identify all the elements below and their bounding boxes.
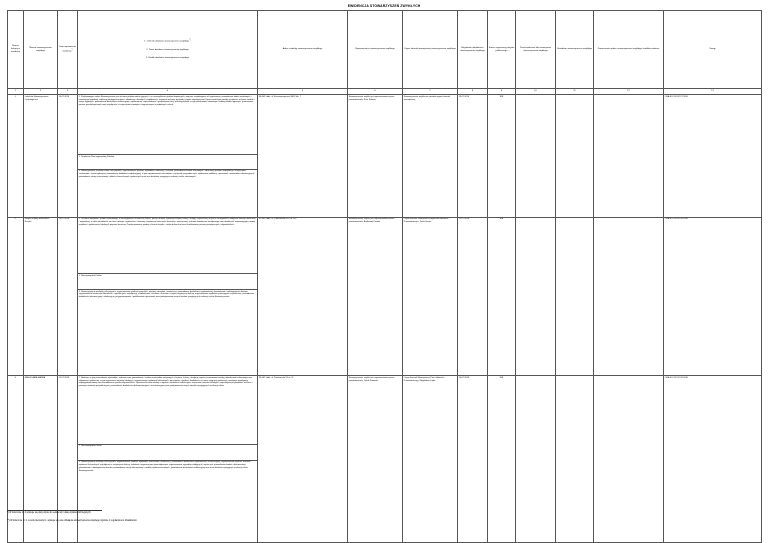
footnote-divider <box>7 510 102 511</box>
col-num: 6 <box>348 89 403 95</box>
header-number: Numer kolejny w ewidencji <box>8 11 24 89</box>
entry-notes: OSA-SO.VII.512.29.2016 <box>664 376 762 543</box>
header-suspension: Zawieszenie wobec stowarzyszenia zwykłego środków nadzoru <box>594 11 664 89</box>
col-num: 4 <box>78 89 258 95</box>
purpose-means: 3. Stowarzyszenie realizuje cele poprzez: organizowanie spotkań, wykładów, warsztatów i konferencji, prowadzenie działalności wydawniczej i informacyjnej, organizowanie wystaw, festiwali i wydarzeń kulturalnych, współpracę z instytucjami kultury, szkołami i organizacjami pozarządowymi, organizowanie wyjazdów studyjnych i wycieczek, prowadzenie badań i dokumentacji, gromadzenie i udostępnianie zbiorów, prowadzenie strony internetowej i mediów społecznościowych, prowadzenie działalności edukacyjnej oraz inne działania sprzyjające realizacji celów Stowarzyszenia. <box>78 460 257 542</box>
header-transformation: Przekształcenie lub rozwiązanie stowarzyszenia zwykłego <box>516 11 556 89</box>
entry-address: 94-402 Łódź, ul. Kosmonautyczna 30/32 lok. 7 <box>258 95 348 218</box>
col-num: 1 <box>8 89 24 95</box>
header-address: Adres siedziby stowarzyszenia zwykłego <box>258 11 348 89</box>
col-num: 9 <box>488 89 516 95</box>
entry-address: 91-462 Łódź, ul. Piotrkowska 8/12 m. 110 <box>258 217 348 376</box>
header-purpose: 1. Cel/cele działania stowarzyszenia zwykłego**) 2. Teren działania stowarzyszenia zwykłego 3. Środki działania stowarzyszenia zwykłego <box>78 11 258 89</box>
col-num: 3 <box>58 89 78 95</box>
entry-opp: NIE <box>488 376 516 543</box>
header-rules: Regulamin działalności stowarzyszenia zwykłego <box>458 11 488 89</box>
entry-representation: Stowarzyszenie zwykłe jest reprezentowane przez przedstawiciela: Piotr Sobierz <box>348 95 403 218</box>
entry-rules: 13.07.2016 <box>458 95 488 218</box>
entry-control: Stowarzyszenie zwykłe nie posiada organu kontroli wewnętrznej <box>403 95 458 218</box>
purpose-goals: 1. Ochrona zabytków i spadku kulturowego, w szczególności w zakresie książki, prasy i druków, upowszechnianie kultury i tradycji czytelniczej, w tym w szczególności zabytków kultury mazurskiej i regionalnej, a także działalność na rzecz rozwoju czytelnictwa i literatury, wspieranie twórczości literackiej i artystycznej, ochrona dziedzictwa narodowego oraz działalność wspomagająca rozwój wspólnot i społeczności lokalnych poprzez literaturę. Popularyzowanie wiedzy o historii książki i sztuki drukarskiej oraz kształtowanie postaw patriotycznych i obywatelskich. <box>78 218 256 226</box>
entry-control: Organ Kontroli Wewnętrznej: Piotr Jabłoński – Przewodniczący, Magdalena Lipka <box>403 376 458 543</box>
col-num: 11 <box>556 89 594 95</box>
purpose-means: 3. Stowarzyszenie realizuje cele poprzez: organizowanie spotkań autorskich, wystaw, odczytów i konferencji, prowadzenie działalności wydawniczej, gromadzenie i udostępnianie zbiorów, organizowanie konkursów literackich i czytelniczych, współpracę z bibliotekami, szkołami, muzeami i innymi instytucjami kultury, organizowanie wydarzeń promujących czytelnictwo, prowadzenie działalności informacyjnej i edukacyjnej, przygotowywanie i publikowanie opracowań oraz podejmowanie innych działań sprzyjających realizacji celów Stowarzyszenia. <box>78 289 257 375</box>
entry-liquidator <box>556 217 594 376</box>
entry-liquidator <box>556 95 594 218</box>
entry-number: 3. <box>8 376 24 543</box>
header-control: Organ kontroli wewnętrznej stowarzyszenia zwykłego <box>403 11 458 89</box>
purpose-goals: 1. Badanie, w tym prowadzenie wywiadów i zebranie oraz gromadzenie i analiza materiałów związanych z historią, kulturą i tradycją regionu, promowanie wiedzy, dziedzictwa kulturowego oraz aktywności społecznej, w tym wspieranie inicjatyw lokalnych, organizowanie wydarzeń kulturalnych, warsztatów i spotkań, działalność na rzecz integracji społecznej, rozwijanie współpracy międzypokoleniowej oraz kształtowanie postaw obywatelskich. Upowszechnianie wiedzy o regionie, działalność edukacyjna, wspieranie twórców lokalnych i popularyzacja rękodzieła, ochrona i promocja walorów przyrodniczych, prowadzenie działalności dokumentacyjnej i archiwizacyjnej oraz podejmowanie innych działań sprzyjających realizacji celów. <box>78 376 253 388</box>
entry-rules: 14.07.2016 <box>458 376 488 543</box>
purpose-means: 3. Stowarzyszenie realizuje swoje cele poprzez: organizowanie spotkań, wykładów, konferencji i szkoleń, prowadzenie badań terenowych i obserwacji ptaków, współpracę z instytucjami naukowymi i samorządowymi, prowadzenie działalności edukacyjnej, w tym organizowanie warsztatów i wycieczek przyrodniczych, wydawanie publikacji, opracowań i materiałów informacyjnych, prowadzenie strony internetowej, udział w konsultacjach społecznych oraz inne działania sprzyjające realizacji celów statutowych. <box>78 169 257 217</box>
entry-notes: OSA-SO.VII.512.27.2016 <box>664 95 762 218</box>
table-row <box>8 217 762 376</box>
entry-name: Lubelskie Stowarzyszenie Ornitologiczne <box>24 95 58 218</box>
entry-transformation <box>516 217 556 376</box>
entry-opp: NIE <box>488 217 516 376</box>
table-row <box>8 376 762 543</box>
purpose-area: 2. Rzeczpospolita Polska <box>78 273 257 289</box>
entry-date: 21.07.2016 <box>58 376 78 543</box>
entry-number: 2. <box>8 217 24 376</box>
entry-control: Organ Kontroli Wewnętrznej: Agnieszka Antoniak – Przewodnicząca, Daria Seniec <box>403 217 458 376</box>
footnote-2: **) W kolumnie nr 4, w polu pierwszym, wpisuje się cele działania stowarzyszenia zwykłego zgodnie z regulaminem działalności. <box>7 520 138 522</box>
entry-transformation <box>516 95 556 218</box>
entry-representation: Stowarzyszenie zwykłe jest reprezentowane przez przedstawiciela: Bartłomiej Pawlak <box>348 217 403 376</box>
entry-name: Instytut Kultury Mazurskich Książki <box>24 217 58 376</box>
entry-notes: OSA-SO.VII.512.28.2016 <box>664 217 762 376</box>
entry-number: 1. <box>8 95 24 218</box>
col-num: 10 <box>516 89 556 95</box>
footnote-1: *) W kolumnie nr 4 wpisuje się daty wpisu do ewidencji i datę wpisów późniejszych. <box>7 512 92 514</box>
col-num: 7 <box>403 89 458 95</box>
entry-suspension <box>594 376 664 543</box>
header-representation: Reprezentacja stowarzyszenia zwykłego <box>348 11 403 89</box>
entry-opp: NIE <box>488 95 516 218</box>
col-num: 5 <box>258 89 348 95</box>
entry-purpose <box>78 95 258 218</box>
purpose-goals: 1. Podstawowym celem Stowarzyszenia jest ochrona ptaków wolno żyjących, a w szczególności ptaków drapieżnych, poprzez: zapobieganie ich wymieraniu, prowadzenie badań naukowych i monitoringu populacji, edukację ekologiczną dzieci, młodzieży i dorosłych, współpracę z organami ochrony przyrody i innymi organizacjami. Upowszechnianie wiedzy o ptakach, ochrona siedlisk i miejsc lęgowych, prowadzenie działalności edukacyjnej i wydawniczej, organizowanie i prowadzenie akcji ochrony ptaków, w tym dokarmiania zimowego i budowy budek lęgowych, promowanie postaw proekologicznych oraz współpraca z instytucjami krajowymi i zagranicznymi o podobnych celach. <box>78 95 255 107</box>
entry-date: 19.07.2016 <box>58 217 78 376</box>
header-row <box>8 11 762 89</box>
col-num: 8 <box>458 89 488 95</box>
entry-transformation <box>516 376 556 543</box>
purpose-area: 2. Rzeczpospolita Polska <box>78 444 257 460</box>
header-notes: Uwagi <box>664 11 762 89</box>
header-opp: Status organizacji pożytku publicznego <box>488 11 516 89</box>
header-name: Nazwa stowarzyszenia zwykłego <box>24 11 58 89</box>
purpose-area: 2. Terytorium Rzeczypospolitej Polskiej. <box>78 154 257 168</box>
entry-representation: Stowarzyszenie zwykłe jest reprezentowane przez przedstawiciela: Jakub Kotowski <box>348 376 403 543</box>
col-num: 12 <box>594 89 664 95</box>
entry-liquidator <box>556 376 594 543</box>
entry-suspension <box>594 95 664 218</box>
table-row <box>8 95 762 218</box>
entry-purpose <box>78 217 258 376</box>
col-num: 2 <box>24 89 58 95</box>
entry-name: KANGOJANA MASRA <box>24 376 58 543</box>
entry-address: 93-407 Łódź, ul. Piotrkowska 55 m. 11 <box>258 376 348 543</box>
col-num: 13 <box>664 89 762 95</box>
registry-table <box>7 10 762 543</box>
entry-rules: 12.07.2016 <box>458 217 488 376</box>
entry-purpose <box>78 376 258 543</box>
header-date: Data wpisania do ewidencji*) <box>58 11 78 89</box>
header-liquidator: Likwidator stowarzyszenia zwykłego <box>556 11 594 89</box>
document-title: EWIDENCJA STOWARZYSZEŃ ZWYKŁYCH <box>347 4 421 8</box>
entry-suspension <box>594 217 664 376</box>
entry-date: 14.07.2016 <box>58 95 78 218</box>
